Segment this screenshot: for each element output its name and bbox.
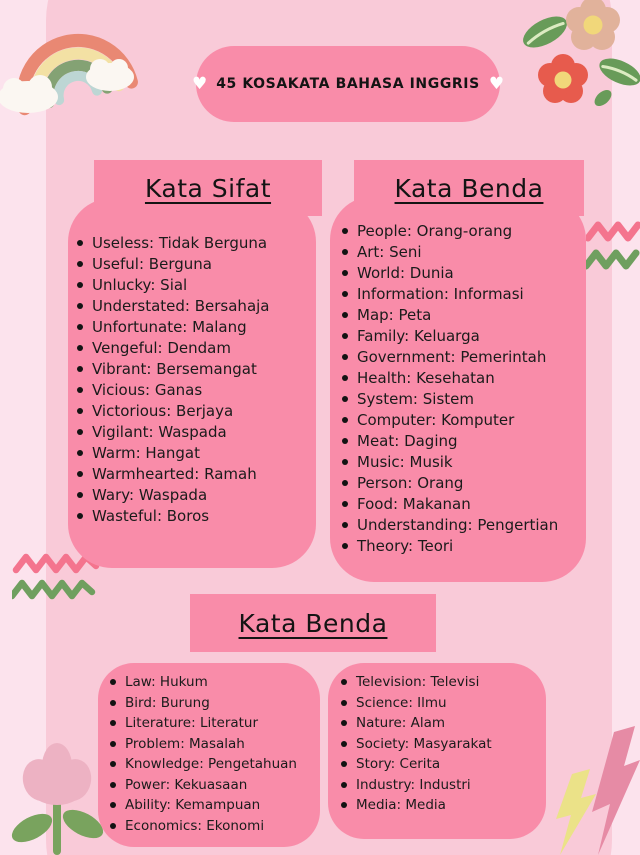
list-item xyxy=(77,442,306,463)
bullet-icon xyxy=(77,492,83,498)
list-item xyxy=(342,451,576,472)
list-item xyxy=(77,400,306,421)
adjectives-header: Kata Sifat xyxy=(94,160,322,216)
bullet-icon xyxy=(342,354,348,360)
vocab-text: Warm: Hangat xyxy=(92,443,200,462)
bullet-icon xyxy=(110,700,116,706)
heart-icon: ♥ xyxy=(488,73,505,94)
list-item xyxy=(77,505,306,526)
list-item xyxy=(341,754,538,775)
adjectives-card xyxy=(68,198,316,568)
list-item xyxy=(77,274,306,295)
bullet-icon xyxy=(77,240,83,246)
list-item xyxy=(77,295,306,316)
bottom-left-nouns-list xyxy=(110,672,312,836)
list-item xyxy=(342,367,576,388)
vocab-text: Economics: Ekonomi xyxy=(125,817,265,834)
list-item xyxy=(342,220,576,241)
list-item xyxy=(110,713,312,734)
vocab-text: Media: Media xyxy=(356,797,446,814)
vocab-text: Society: Masyarakat xyxy=(356,735,492,752)
list-item xyxy=(342,283,576,304)
vocab-text: Science: Ilmu xyxy=(356,694,447,711)
bullet-icon xyxy=(342,396,348,402)
vocab-text: Information: Informasi xyxy=(357,284,524,303)
bullet-icon xyxy=(77,366,83,372)
vocab-text: Wasteful: Boros xyxy=(92,506,210,525)
vocab-text: Meat: Daging xyxy=(357,431,458,450)
bullet-icon xyxy=(110,679,116,685)
vocab-text: Law: Hukum xyxy=(125,674,208,691)
bullet-icon xyxy=(341,761,347,767)
bullet-icon xyxy=(341,782,347,788)
vocab-text: Unlucky: Sial xyxy=(92,275,188,294)
bullet-icon xyxy=(110,761,116,767)
bullet-icon xyxy=(77,261,83,267)
bullet-icon xyxy=(342,375,348,381)
vocab-text: Theory: Teori xyxy=(357,536,454,555)
adjectives-list xyxy=(77,232,306,526)
vocab-text: World: Dunia xyxy=(357,263,454,282)
vocab-text: Vigilant: Waspada xyxy=(92,422,227,441)
list-item xyxy=(341,734,538,755)
vocab-text: Art: Seni xyxy=(357,242,422,261)
vocab-text: Useful: Berguna xyxy=(92,254,212,273)
list-item xyxy=(110,693,312,714)
vocab-text: Vengeful: Dendam xyxy=(92,338,231,357)
vocab-text: Food: Makanan xyxy=(357,494,471,513)
list-item xyxy=(110,775,312,796)
vocab-text: Health: Kesehatan xyxy=(357,368,495,387)
bullet-icon xyxy=(342,312,348,318)
list-item xyxy=(77,421,306,442)
bullet-icon xyxy=(110,782,116,788)
vocab-text: Industry: Industri xyxy=(356,776,471,793)
vocab-text: Vicious: Ganas xyxy=(92,380,203,399)
vocab-text: Nature: Alam xyxy=(356,715,446,732)
page-title: 45 KOSAKATA BAHASA INGGRIS xyxy=(216,76,480,92)
list-item xyxy=(342,304,576,325)
list-item xyxy=(342,388,576,409)
vocab-text: Person: Orang xyxy=(357,473,464,492)
vocab-text: Computer: Komputer xyxy=(357,410,515,429)
vocab-text: Problem: Masalah xyxy=(125,735,245,752)
vocab-text: Victorious: Berjaya xyxy=(92,401,234,420)
list-item xyxy=(342,535,576,556)
bullet-icon xyxy=(342,249,348,255)
list-item xyxy=(77,484,306,505)
bullet-icon xyxy=(77,450,83,456)
list-item xyxy=(342,472,576,493)
vocab-text: Government: Pemerintah xyxy=(357,347,547,366)
bullet-icon xyxy=(77,429,83,435)
bullet-icon xyxy=(342,228,348,234)
bullet-icon xyxy=(342,459,348,465)
list-item xyxy=(342,409,576,430)
list-item xyxy=(110,672,312,693)
vocab-text: Family: Keluarga xyxy=(357,326,480,345)
vocab-text: Map: Peta xyxy=(357,305,432,324)
vocab-text: Warmhearted: Ramah xyxy=(92,464,257,483)
vocab-text: Music: Musik xyxy=(357,452,453,471)
vocab-text: Understated: Bersahaja xyxy=(92,296,270,315)
bullet-icon xyxy=(110,802,116,808)
bullet-icon xyxy=(77,513,83,519)
list-item xyxy=(342,493,576,514)
list-item xyxy=(110,734,312,755)
list-item xyxy=(77,337,306,358)
vocab-text: Unfortunate: Malang xyxy=(92,317,247,336)
bullet-icon xyxy=(342,291,348,297)
list-item xyxy=(342,325,576,346)
vocab-text: Story: Cerita xyxy=(356,756,441,773)
bullet-icon xyxy=(341,679,347,685)
bullet-icon xyxy=(341,741,347,747)
bullet-icon xyxy=(110,823,116,829)
bullet-icon xyxy=(110,741,116,747)
vocab-text: Power: Kekuasaan xyxy=(125,776,248,793)
bullet-icon xyxy=(342,480,348,486)
list-item xyxy=(110,795,312,816)
title-banner xyxy=(191,46,505,122)
vocab-text: Vibrant: Bersemangat xyxy=(92,359,257,378)
bullet-icon xyxy=(341,802,347,808)
bottom-right-nouns-list xyxy=(341,672,538,816)
list-item xyxy=(342,346,576,367)
list-item xyxy=(342,262,576,283)
bullet-icon xyxy=(342,543,348,549)
vocab-text: Ability: Kemampuan xyxy=(125,797,261,814)
list-item xyxy=(341,713,538,734)
list-item xyxy=(110,816,312,837)
bullet-icon xyxy=(342,501,348,507)
list-item xyxy=(77,232,306,253)
bullet-icon xyxy=(77,324,83,330)
vocab-text: Bird: Burung xyxy=(125,694,210,711)
vocab-text: Useless: Tidak Berguna xyxy=(92,233,268,252)
vocab-text: Wary: Waspada xyxy=(92,485,208,504)
bullet-icon xyxy=(77,303,83,309)
vocab-text: Knowledge: Pengetahuan xyxy=(125,756,297,773)
bullet-icon xyxy=(341,700,347,706)
bullet-icon xyxy=(342,270,348,276)
bullet-icon xyxy=(77,408,83,414)
bullet-icon xyxy=(341,720,347,726)
list-item xyxy=(342,241,576,262)
bullet-icon xyxy=(77,282,83,288)
list-item xyxy=(77,379,306,400)
list-item xyxy=(110,754,312,775)
bottom-right-nouns-card xyxy=(328,663,546,839)
bullet-icon xyxy=(342,438,348,444)
list-item xyxy=(77,463,306,484)
list-item xyxy=(342,514,576,535)
list-item xyxy=(341,775,538,796)
bottom-left-nouns-card xyxy=(98,663,320,847)
nouns-card xyxy=(330,196,586,582)
bullet-icon xyxy=(77,471,83,477)
list-item xyxy=(341,693,538,714)
bullet-icon xyxy=(77,345,83,351)
vocab-text: Understanding: Pengertian xyxy=(357,515,559,534)
bullet-icon xyxy=(77,387,83,393)
bullet-icon xyxy=(342,333,348,339)
list-item xyxy=(342,430,576,451)
heart-icon: ♥ xyxy=(191,73,208,94)
vocab-text: People: Orang-orang xyxy=(357,221,513,240)
list-item xyxy=(77,253,306,274)
list-item xyxy=(341,672,538,693)
bullet-icon xyxy=(342,522,348,528)
list-item xyxy=(77,358,306,379)
bullet-icon xyxy=(110,720,116,726)
bottom-nouns-header: Kata Benda xyxy=(190,594,436,652)
vocab-text: Television: Televisi xyxy=(356,674,480,691)
vocab-text: System: Sistem xyxy=(357,389,474,408)
nouns-list xyxy=(342,220,576,556)
list-item xyxy=(77,316,306,337)
nouns-header: Kata Benda xyxy=(354,160,584,216)
vocab-text: Literature: Literatur xyxy=(125,715,259,732)
list-item xyxy=(341,795,538,816)
bullet-icon xyxy=(342,417,348,423)
